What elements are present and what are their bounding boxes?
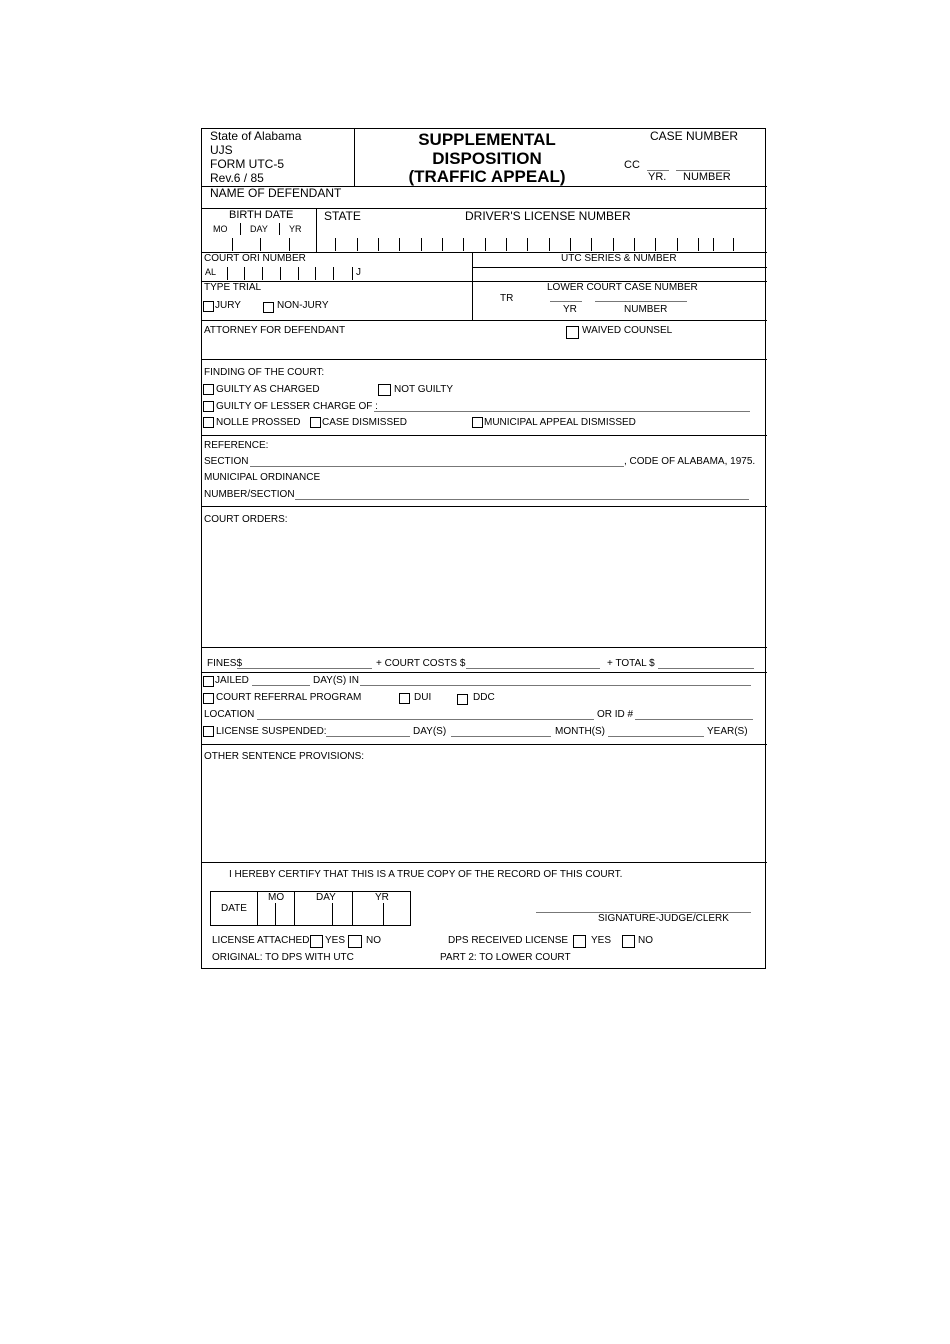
license-number-label: DRIVER'S LICENSE NUMBER [465,209,631,223]
birth-date-tick [260,238,261,251]
trial-bottom-rule [202,320,767,321]
total-field[interactable] [658,668,754,669]
jailed-label: JAILED [215,675,249,686]
defendant-name-label: NAME OF DEFENDANT [210,186,342,200]
certify-statement: I HEREBY CERTIFY THAT THIS IS A TRUE COPY OF THE RECORD OF THIS COURT. [229,869,623,880]
court-orders-field[interactable] [204,529,764,645]
non-jury-label: NON-JURY [277,300,329,311]
case-number-label: CASE NUMBER [650,129,739,143]
nolle-prossed-label: NOLLE PROSSED [216,417,301,428]
form-title-line-3: (TRAFFIC APPEAL) [408,167,566,186]
license-tick [634,238,635,251]
section-label: SECTION [204,456,249,467]
birth-divider-2 [279,223,280,235]
ddc-label: DDC [473,692,495,703]
suspended-months-field[interactable] [451,736,551,737]
fines-field[interactable] [237,668,372,669]
suspended-months-label: MONTH(S) [555,726,605,737]
not-guilty-label: NOT GUILTY [394,384,454,395]
license-tick [506,238,507,251]
lesser-charge-checkbox[interactable] [203,401,214,412]
license-attached-no-checkbox[interactable] [348,935,362,948]
municipal-ordinance-label: MUNICIPAL ORDINANCE [204,472,321,483]
provisions-bottom-rule [202,862,767,863]
guilty-as-charged-label: GUILTY AS CHARGED [216,384,320,395]
court-costs-label: + COURT COSTS $ [376,658,466,669]
license-tick [549,238,550,251]
attorney-label: ATTORNEY FOR DEFENDANT [204,325,346,336]
license-tick [591,238,592,251]
jury-checkbox[interactable] [203,301,214,312]
or-id-label: OR ID # [597,709,634,720]
birth-date-tick [289,238,290,251]
fines-label: FINES$ [207,658,243,669]
jailed-in-field[interactable] [360,685,751,686]
reference-bottom-rule [202,506,767,507]
license-tick [421,238,422,251]
dps-received-no-label: NO [638,935,653,946]
part2-distribution-label: PART 2: TO LOWER COURT [440,952,571,963]
license-tick [570,238,571,251]
agency-line-1: State of Alabama [210,129,302,143]
reference-label: REFERENCE: [204,440,269,451]
birth-date-field[interactable] [208,237,316,251]
license-tick [463,238,464,251]
court-orders-bottom-rule [202,647,767,648]
license-tick [485,238,486,251]
ori-tick [315,267,316,280]
license-suspended-checkbox[interactable] [203,726,214,737]
ori-tick [262,267,263,280]
signature-label: SIGNATURE-JUDGE/CLERK [598,913,729,924]
certify-date-field[interactable] [258,904,410,925]
dui-label: DUI [414,692,432,703]
jury-label: JURY [215,300,241,311]
date-day-label: DAY [316,892,336,903]
suspended-years-label: YEAR(S) [707,726,748,737]
dui-checkbox[interactable] [399,693,410,704]
original-distribution-label: ORIGINAL: TO DPS WITH UTC [212,952,354,963]
license-attached-yes-label: YES [325,935,346,946]
suspended-days-field[interactable] [326,736,410,737]
suspended-days-label: DAY(S) [413,726,447,737]
attorney-field[interactable] [204,339,764,357]
other-provisions-label: OTHER SENTENCE PROVISIONS: [204,751,365,762]
lesser-charge-label: GUILTY OF LESSER CHARGE OF : [216,401,378,412]
location-field[interactable] [257,719,594,720]
date-label: DATE [221,903,247,914]
fines-bottom-rule [202,672,767,673]
days-in-label: DAY(S) IN [313,675,359,686]
ori-j-suffix: J [356,267,361,278]
lesser-charge-field[interactable] [374,411,750,412]
waived-counsel-label: WAIVED COUNSEL [582,325,673,336]
finding-bottom-rule [202,435,767,436]
case-number-sublabel: NUMBER [683,171,731,183]
license-tick [677,238,678,251]
municipal-appeal-dismissed-checkbox[interactable] [472,417,483,428]
nolle-prossed-checkbox[interactable] [203,417,214,428]
jailed-checkbox[interactable] [203,676,214,687]
case-yr-label: YR. [648,171,667,183]
lower-court-number-field[interactable] [595,301,687,302]
waived-counsel-checkbox[interactable] [566,326,579,339]
header-divider [354,129,355,186]
number-section-label: NUMBER/SECTION [204,489,295,500]
ori-tick [298,267,299,280]
type-trial-label: TYPE TRIAL [204,282,262,293]
ori-tick [244,267,245,280]
dps-received-no-checkbox[interactable] [622,935,635,948]
license-tick [335,238,336,251]
birth-yr-label: YR [289,224,302,234]
total-label: + TOTAL $ [607,658,655,669]
suspended-years-field[interactable] [608,736,704,737]
dps-received-yes-checkbox[interactable] [573,935,586,948]
municipal-appeal-dismissed-label: MUNICIPAL APPEAL DISMISSED [484,417,636,428]
license-tick [655,238,656,251]
license-tick [527,238,528,251]
agency-line-4: Rev.6 / 85 [210,171,264,185]
ori-tick [280,267,281,280]
agency-line-3: FORM UTC-5 [210,157,284,171]
lower-court-yr-field[interactable] [550,301,582,302]
code-of-alabama-label: , CODE OF ALABAMA, 1975. [624,456,756,467]
license-tick [442,238,443,251]
form-title-line-1: SUPPLEMENTAL [418,130,556,149]
date-mo-label: MO [268,892,285,903]
lower-court-number-label: NUMBER [624,304,668,315]
ori-tick [227,267,228,280]
date-yr-label: YR [375,892,389,903]
agency-line-2: UJS [210,143,233,157]
or-id-field[interactable] [635,719,753,720]
court-ori-field[interactable] [220,266,360,280]
license-attached-no-label: NO [366,935,381,946]
license-tick [399,238,400,251]
birth-date-tick [232,238,233,251]
court-ori-label: COURT ORI NUMBER [204,253,306,264]
state-label: STATE [324,209,361,223]
court-referral-checkbox[interactable] [203,693,214,704]
finding-label: FINDING OF THE COURT: [204,367,325,378]
attorney-bottom-rule [202,359,767,360]
tr-label: TR [500,293,514,304]
license-suspended-label: LICENSE SUSPENDED: [216,726,327,737]
sentence-bottom-rule [202,744,767,745]
license-tick [378,238,379,251]
court-referral-label: COURT REFERRAL PROGRAM [216,692,362,703]
ori-utc-divider [472,252,473,320]
license-tick [698,238,699,251]
number-section-field[interactable] [295,499,749,500]
utc-series-label: UTC SERIES & NUMBER [561,253,677,264]
ddc-checkbox[interactable] [457,694,468,705]
dps-received-label: DPS RECEIVED LICENSE [448,935,569,946]
license-tick [357,238,358,251]
ori-al-prefix: AL [205,267,217,277]
license-tick [613,238,614,251]
case-dismissed-checkbox[interactable] [310,417,321,428]
location-label: LOCATION [204,709,255,720]
dps-received-yes-label: YES [591,935,612,946]
court-orders-label: COURT ORDERS: [204,514,288,525]
not-guilty-checkbox[interactable] [378,384,391,396]
lower-court-yr-label: YR [563,304,577,315]
court-costs-field[interactable] [466,668,600,669]
birth-date-box-divider [316,208,317,252]
license-tick [713,238,714,251]
birth-day-label: DAY [250,224,268,234]
section-field[interactable] [250,466,624,467]
utc-series-field[interactable] [474,268,766,281]
ori-tick [333,267,334,280]
cc-label: CC [624,159,640,171]
other-provisions-field[interactable] [204,766,764,859]
traffic-appeal-form [201,128,766,969]
birth-mo-label: MO [213,224,228,234]
guilty-as-charged-checkbox[interactable] [203,384,214,395]
license-tick [733,238,734,251]
license-attached-label: LICENSE ATTACHED [212,935,310,946]
birth-divider-1 [240,223,241,235]
license-attached-yes-checkbox[interactable] [310,935,323,948]
case-dismissed-label: CASE DISMISSED [322,417,408,428]
form-title-line-2: DISPOSITION [432,149,542,168]
birth-date-label: BIRTH DATE [229,209,294,221]
lower-court-case-label: LOWER COURT CASE NUMBER [547,282,698,293]
non-jury-checkbox[interactable] [263,302,274,313]
jailed-days-field[interactable] [252,685,310,686]
ori-tick [352,267,353,280]
